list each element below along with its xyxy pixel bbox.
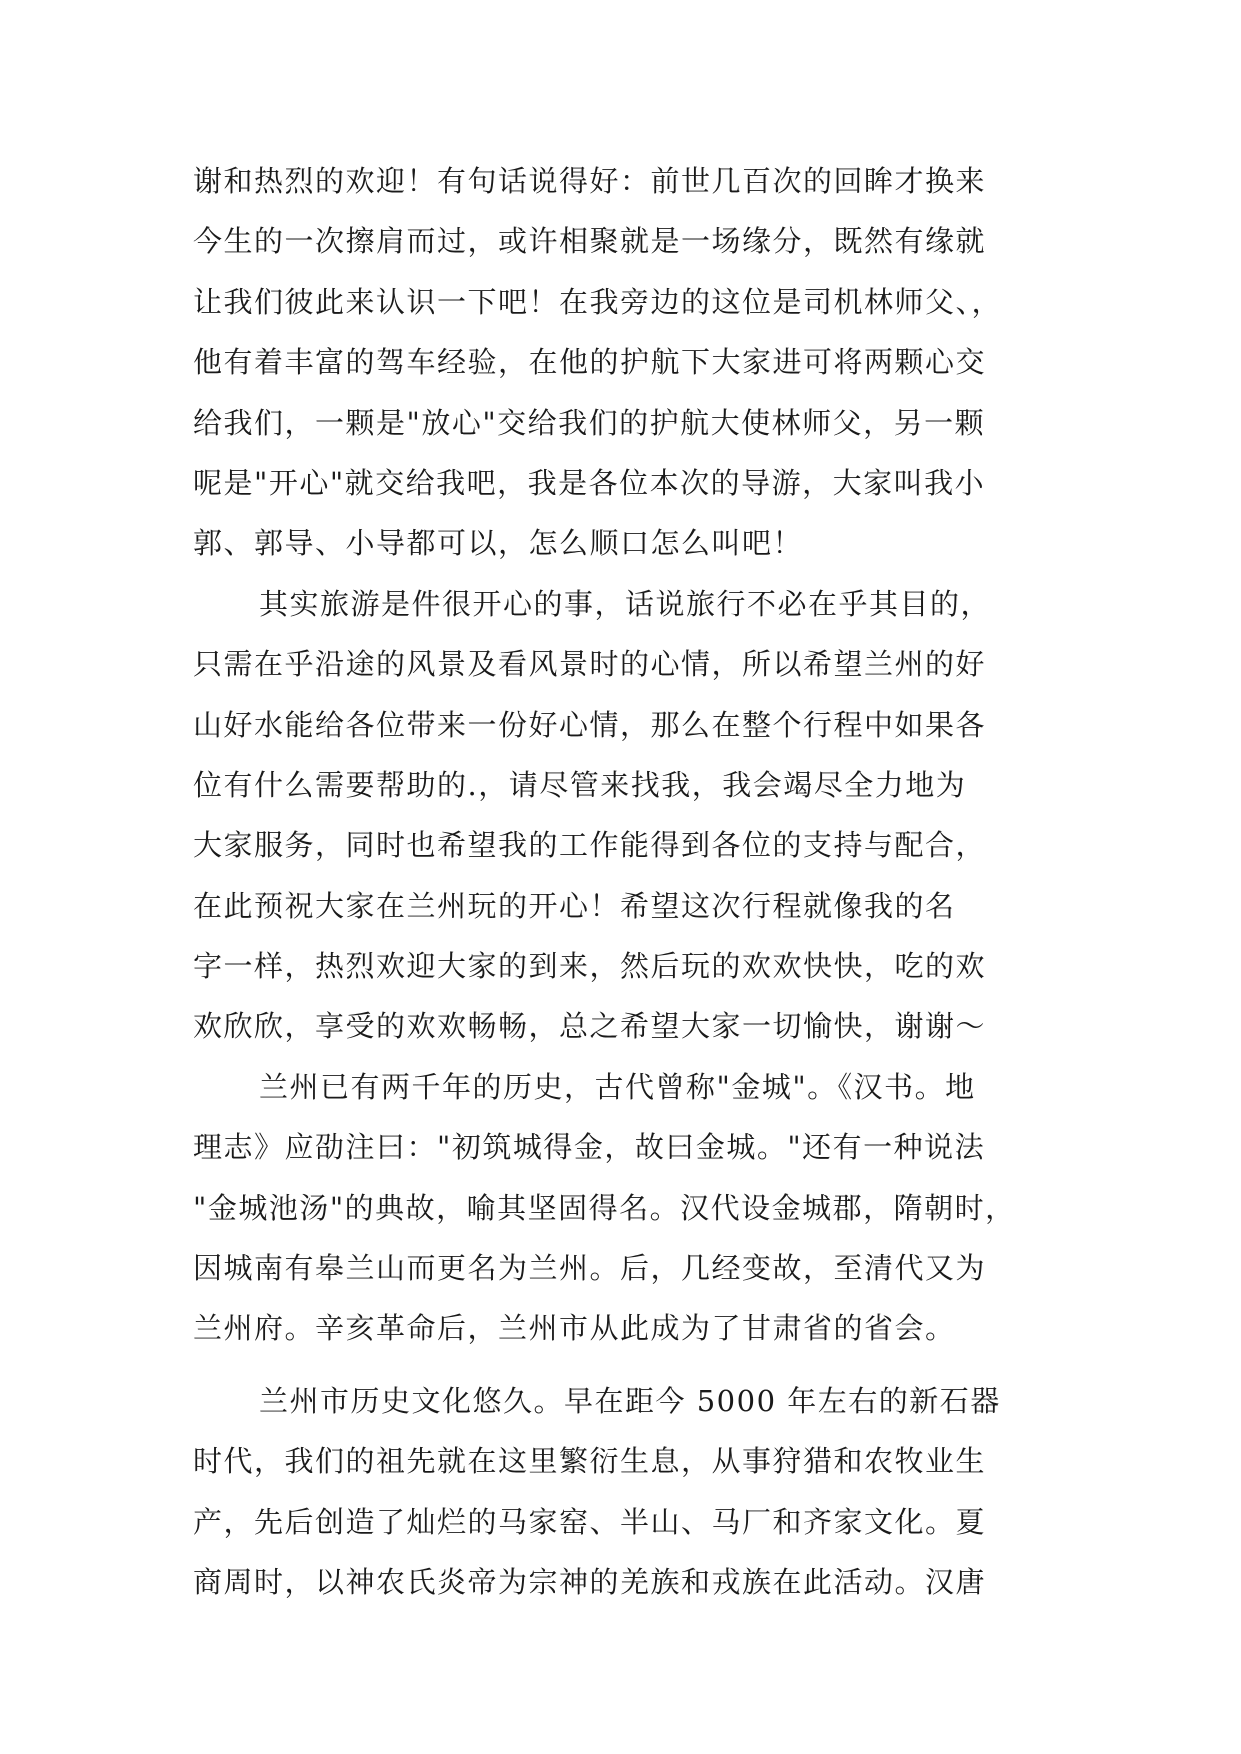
text-line: 时代，我们的祖先就在这里繁衍生息，从事狩猎和农牧业生 — [193, 1444, 987, 1479]
text-line: 呢是"开心"就交给我吧，我是各位本次的导游，大家叫我小 — [193, 465, 986, 500]
text-line: 他有着丰富的驾车经验，在他的护航下大家进可将两颗心交 — [193, 345, 987, 380]
text-line: 今生的一次擦肩而过，或许相聚就是一场缘分，既然有缘就 — [193, 224, 987, 259]
text-line: 兰州市历史文化悠久。早在距今 5000 年左右的新石器 — [259, 1383, 1001, 1418]
paragraph-gap — [193, 1370, 1073, 1382]
text-line: 产，先后创造了灿烂的马家窑、半山、马厂和齐家文化。夏 — [193, 1504, 987, 1539]
text-line: 只需在乎沿途的风景及看风景时的心情，所以希望兰州的好 — [193, 647, 987, 682]
text-line: 字一样，热烈欢迎大家的到来，然后玩的欢欢快快，吃的欢 — [193, 949, 987, 984]
text-line: 山好水能给各位带来一份好心情，那么在整个行程中如果各 — [193, 707, 987, 742]
paragraph-2 — [193, 585, 1073, 1068]
text-line: 理志》应劭注曰："初筑城得金，故曰金城。"还有一种说法 — [193, 1130, 986, 1165]
text-line: 大家服务，同时也希望我的工作能得到各位的支持与配合， — [193, 828, 987, 863]
text-line: 欢欣欣，享受的欢欢畅畅，总之希望大家一切愉快，谢谢～ — [193, 1009, 987, 1044]
paragraph-4 — [193, 1382, 1073, 1624]
text-line: 给我们，一颗是"放心"交给我们的护航大使林师父，另一颗 — [193, 405, 986, 440]
text-line: "金城池汤"的典故，喻其坚固得名。汉代设金城郡，隋朝时， — [193, 1190, 1016, 1225]
text-line: 位有什么需要帮助的.，请尽管来找我，我会竭尽全力地为 — [193, 767, 967, 802]
paragraph-1 — [193, 162, 1073, 585]
text-line: 其实旅游是件很开心的事，话说旅行不必在乎其目的， — [259, 586, 992, 621]
text-line: 兰州已有两千年的历史，古代曾称"金城"。《汉书。地 — [259, 1069, 976, 1104]
text-line: 在此预祝大家在兰州玩的开心！希望这次行程就像我的名 — [193, 888, 956, 923]
text-line: 兰州府。辛亥革命后，兰州市从此成为了甘肃省的省会。 — [193, 1311, 956, 1346]
body-text — [193, 162, 1073, 1623]
text-line: 商周时，以神农氏炎帝为宗神的羌族和戎族在此活动。汉唐 — [193, 1564, 987, 1599]
text-line: 谢和热烈的欢迎！有句话说得好：前世几百次的回眸才换来 — [193, 164, 987, 198]
text-line: 因城南有皋兰山而更名为兰州。后，几经变故，至清代又为 — [193, 1251, 987, 1286]
paragraph-3 — [193, 1068, 1073, 1370]
text-line: 郭、郭导、小导都可以，怎么顺口怎么叫吧！ — [193, 526, 804, 561]
text-line: 让我们彼此来认识一下吧！在我旁边的这位是司机林师父、， — [193, 284, 1003, 319]
